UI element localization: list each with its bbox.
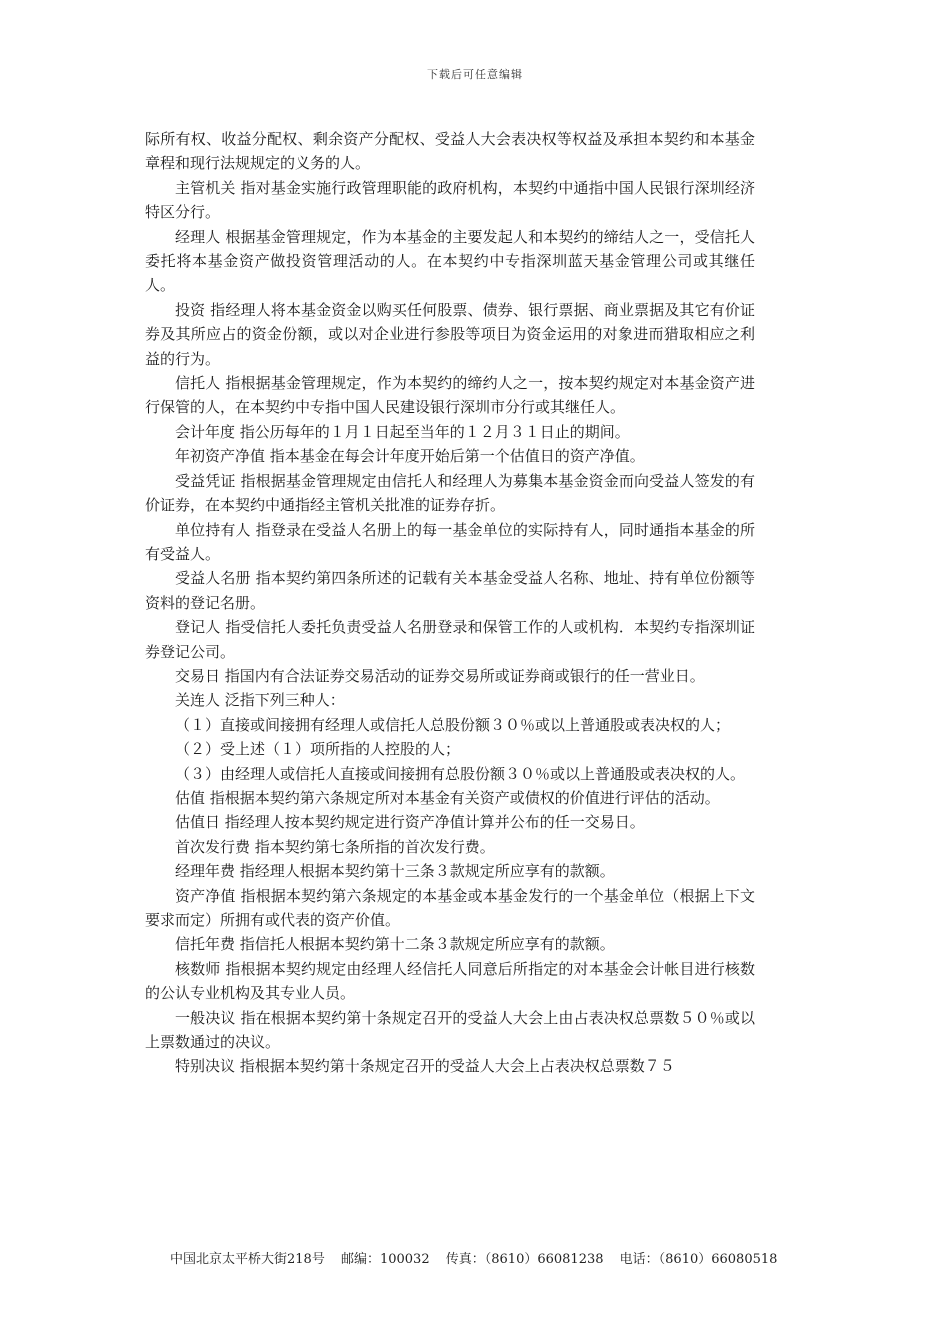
term-label: 一般决议	[175, 1008, 236, 1027]
term-label: 交易日	[175, 666, 221, 685]
paragraph	[145, 176, 755, 225]
paragraph	[145, 884, 755, 933]
paragraph	[145, 469, 755, 518]
paragraph	[145, 957, 755, 1006]
paragraph	[145, 810, 755, 834]
list-item	[145, 737, 755, 761]
term-label: 登记人	[175, 618, 221, 637]
paragraph	[145, 859, 755, 883]
paragraph-text: 指根据本契约第十条规定召开的受益人大会上占表决权总票数７５	[235, 1057, 675, 1076]
term-label: 经理年费	[175, 862, 236, 881]
paragraph	[145, 371, 755, 420]
paragraph-text: 根据基金管理规定，作为本基金的主要发起人和本契约的缔结人之一，受信托人委托将本基金资产做投资管理活动的人。在本契约中专指深圳蓝天基金管理公司或其继任人。	[145, 227, 755, 295]
paragraph-text: 指根据本契约第六条规定所对本基金有关资产或债权的价值进行评估的活动。	[205, 788, 720, 807]
term-label: 单位持有人	[175, 520, 251, 539]
term-label: 主管机关	[175, 178, 236, 197]
paragraph-text: （２）受上述（１）项所指的人控股的人；	[175, 740, 461, 759]
document-body	[145, 127, 755, 1079]
term-label: 经理人	[175, 227, 221, 246]
paragraph-text: 指经理人按本契约规定进行资产净值计算并公布的任一交易日。	[220, 813, 645, 832]
paragraph-text: 指信托人根据本契约第十二条３款规定所应享有的款额。	[235, 935, 615, 954]
paragraph-text: 指根据本契约第六条规定的本基金或本基金发行的一个基金单位（根据上下文要求而定）所拥有或代表的资产价值。	[145, 886, 755, 929]
paragraph-text: 指根据本契约规定由经理人经信托人同意后所指定的对本基金会计帐目进行核数的公认专业机构及其专业人员。	[145, 959, 755, 1003]
term-label: 资产净值	[175, 886, 236, 905]
paragraph-text: （１）直接或间接拥有经理人或信托人总股份额３０％或以上普通股或表决权的人；	[175, 715, 731, 734]
term-label: 信托人	[175, 374, 221, 393]
paragraph-text: 指本基金在每会计年度开始后第一个估值日的资产净值。	[265, 447, 645, 466]
footer-fax: 传真：（8610）66081238	[445, 1252, 604, 1267]
paragraph	[145, 420, 755, 444]
term-label: 估值	[175, 788, 206, 807]
term-label: 年初资产净值	[175, 447, 266, 466]
paragraph	[145, 518, 755, 567]
paragraph-text: 指经理人根据本契约第十三条３款规定所应享有的款额。	[235, 862, 615, 881]
term-label: 核数师	[175, 959, 221, 978]
paragraph	[145, 664, 755, 688]
page-footer	[170, 1248, 810, 1267]
paragraph	[145, 444, 755, 468]
list-item	[145, 713, 755, 737]
paragraph-text: 际所有权、收益分配权、剩余资产分配权、受益人大会表决权等权益及承担本契约和本基金章程和现行法规规定的义务的人。	[145, 130, 755, 173]
term-label: 首次发行费	[175, 837, 251, 856]
paragraph	[145, 127, 755, 176]
term-label: 关连人	[175, 691, 221, 710]
paragraph	[145, 932, 755, 956]
term-label: 信托年费	[175, 935, 236, 954]
paragraph	[145, 615, 755, 664]
paragraph-text: （３）由经理人或信托人直接或间接拥有总股份额３０％或以上普通股或表决权的人。	[175, 764, 746, 783]
paragraph	[145, 1054, 755, 1078]
term-label: 会计年度	[175, 422, 236, 441]
paragraph	[145, 786, 755, 810]
term-label: 受益人名册	[175, 569, 251, 588]
paragraph-text: 指受信托人委托负责受益人名册登录和保管工作的人或机构．本契约专指深圳证券登记公司。	[145, 618, 755, 661]
footer-postcode: 邮编：100032	[340, 1252, 430, 1267]
paragraph-text: 指经理人将本基金资金以购买任何股票、债券、银行票据、商业票据及其它有价证券及其所应占的资金份额，或以对企业进行参股等项目为资金运用的对象进而猎取相应之利益的行为。	[145, 300, 755, 368]
paragraph	[145, 298, 755, 371]
paragraph-text: 指本契约第四条所述的记载有关本基金受益人名称、地址、持有单位份额等资料的登记名册。	[145, 569, 755, 612]
term-label: 受益凭证	[175, 471, 236, 490]
paragraph-text: 指登录在受益人名册上的每一基金单位的实际持有人，同时通指本基金的所有受益人。	[145, 520, 755, 563]
paragraph-text: 指根据基金管理规定由信托人和经理人为募集本基金资金而向受益人签发的有价证券，在本契约中通指经主管机关批准的证券存折。	[145, 471, 755, 515]
paragraph-text: 指公历每年的１月１日起至当年的１２月３１日止的期间。	[235, 422, 630, 441]
paragraph-text: 指对基金实施行政管理职能的政府机构，本契约中通指中国人民银行深圳经济特区分行。	[145, 178, 755, 222]
page-header-note: 下载后可任意编辑	[427, 68, 523, 81]
list-item	[145, 762, 755, 786]
footer-address: 中国北京太平桥大街218号	[170, 1252, 325, 1267]
term-label: 估值日	[175, 813, 221, 832]
footer-phone: 电话：（8610）66080518	[619, 1252, 778, 1267]
paragraph-text: 指根据基金管理规定，作为本契约的缔约人之一，按本契约规定对本基金资产进行保管的人，在本契约中专指中国人民建设银行深圳市分行或其继任人。	[145, 374, 755, 417]
term-label: 投资	[175, 300, 206, 319]
paragraph-text: 指国内有合法证券交易活动的证券交易所或证券商或银行的任一营业日。	[220, 666, 705, 685]
term-label: 特别决议	[175, 1057, 236, 1076]
paragraph	[145, 225, 755, 298]
paragraph	[145, 835, 755, 859]
paragraph	[145, 566, 755, 615]
paragraph-text: 指在根据本契约第十条规定召开的受益人大会上由占表决权总票数５０％或以上票数通过的决议。	[145, 1008, 755, 1052]
paragraph	[145, 1006, 755, 1055]
paragraph-text: 泛指下列三种人：	[220, 691, 345, 710]
paragraph	[145, 688, 755, 712]
paragraph-text: 指本契约第七条所指的首次发行费。	[250, 837, 495, 856]
